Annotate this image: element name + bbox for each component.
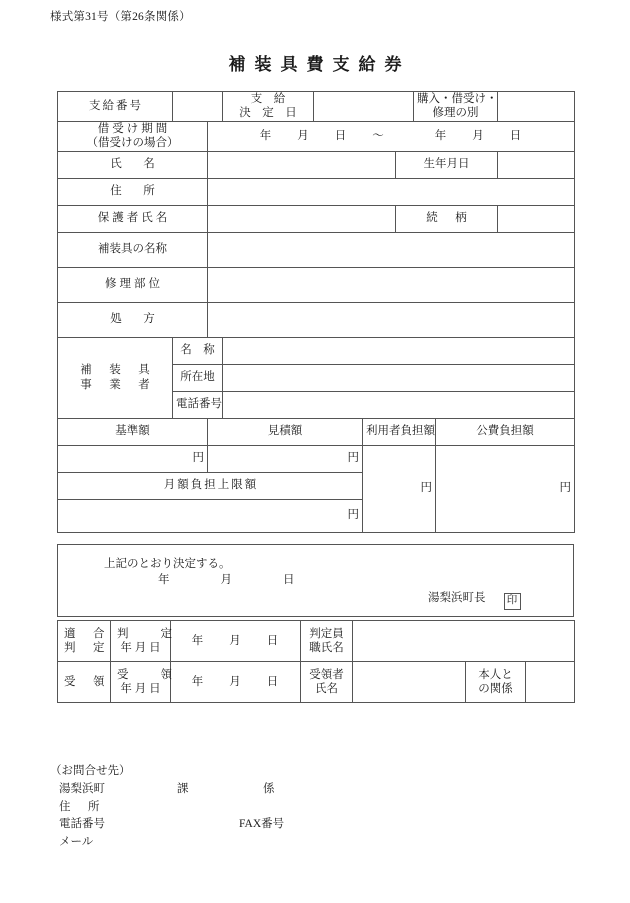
contact-heading: （お問合せ先）	[50, 765, 131, 777]
mayor-signature-line	[428, 589, 521, 610]
loan-period-field[interactable]: 年 月 日 ～ 年 月 日	[208, 121, 575, 151]
birthdate-field[interactable]	[498, 151, 575, 178]
loan-period-label-line1: 借受け期間	[97, 122, 171, 135]
loan-period-label	[58, 121, 208, 151]
vendor-phone-field[interactable]	[223, 391, 575, 418]
address-label: 住 所	[58, 178, 208, 205]
device-name-field[interactable]	[208, 232, 575, 267]
public-burden-label: 公費負担額	[436, 418, 575, 445]
table-row	[58, 232, 575, 267]
purchase-type-label	[414, 92, 498, 122]
main-form-table	[57, 91, 575, 533]
monthly-cap-field[interactable]: 円	[58, 499, 363, 532]
form-number: 様式第31号（第26条関係）	[50, 11, 191, 23]
receiver-name-label-line1: 受領者	[309, 668, 344, 681]
estimate-amount-field[interactable]: 円	[208, 445, 363, 472]
relation-to-person-label-line2: の関係	[478, 683, 513, 695]
table-row	[58, 205, 575, 232]
contact-town: 湯梨浜町	[59, 782, 105, 795]
guardian-name-field[interactable]	[208, 205, 396, 232]
contact-mail-label: メール	[59, 836, 94, 849]
contact-phone-line	[50, 816, 284, 834]
contact-section-label: 係	[263, 782, 275, 795]
public-burden-field[interactable]: 円	[436, 445, 575, 532]
receipt-date-label-line2: 年 月 日	[120, 683, 161, 695]
contact-division-label: 課	[177, 782, 189, 795]
fit-judgement-label	[58, 621, 111, 662]
repair-part-label: 修理部位	[58, 267, 208, 302]
receiver-name-label-line2: 氏名	[315, 683, 338, 695]
judgement-date-field[interactable]: 年 月 日	[171, 621, 301, 662]
table-row	[58, 337, 575, 364]
estimate-amount-label: 見積額	[208, 418, 363, 445]
table-row	[58, 418, 575, 445]
name-label: 氏 名	[58, 151, 208, 178]
judgement-date-label	[111, 621, 175, 662]
vendor-label	[58, 337, 173, 418]
seal-stamp-icon: 印	[504, 593, 521, 610]
table-row	[58, 662, 575, 703]
receipt-date-label-line1: 受 領	[117, 668, 175, 681]
contact-fax-label: FAX番号	[239, 818, 285, 831]
user-burden-label: 利用者負担額	[363, 418, 436, 445]
vendor-name-label: 名 称	[173, 337, 223, 364]
fit-judgement-label-line2: 判 定	[64, 642, 108, 654]
contact-phone-label: 電話番号	[59, 818, 105, 831]
vendor-phone-label: 電話番号	[173, 391, 223, 418]
vendor-name-field[interactable]	[223, 337, 575, 364]
decision-date-label-line2: 決 定 日	[239, 107, 297, 120]
judge-name-label-line1: 判定員	[309, 627, 344, 640]
decision-date-label	[223, 92, 314, 122]
receipt-label: 受 領	[58, 662, 111, 703]
contact-address-line	[50, 799, 284, 817]
judgement-date-label-line2: 年 月 日	[120, 642, 161, 654]
decision-statement-date[interactable]: 年 月 日	[158, 574, 296, 586]
address-field[interactable]	[208, 178, 575, 205]
purchase-type-label-line1: 購入・借受け・	[417, 93, 498, 105]
receiver-name-field[interactable]	[353, 662, 466, 703]
decision-date-field[interactable]	[314, 92, 414, 122]
standard-amount-label: 基準額	[58, 418, 208, 445]
guardian-name-label: 保護者氏名	[58, 205, 208, 232]
table-row	[58, 151, 575, 178]
decision-statement-block	[57, 544, 574, 617]
vendor-address-label: 所在地	[173, 364, 223, 391]
monthly-cap-label: 月額負担上限額	[58, 472, 363, 499]
prescription-label: 処 方	[58, 302, 208, 337]
judgement-date-label-line1: 判 定	[117, 627, 175, 640]
contact-footer	[50, 763, 284, 852]
vendor-address-field[interactable]	[223, 364, 575, 391]
relationship-label: 続 柄	[396, 205, 498, 232]
receiver-name-label	[301, 662, 353, 703]
table-row	[58, 445, 575, 472]
relation-to-person-label-line1: 本人と	[478, 668, 513, 681]
receipt-date-label	[111, 662, 175, 703]
payment-number-field[interactable]	[173, 92, 223, 122]
table-row	[58, 178, 575, 205]
contact-town-line	[50, 781, 284, 799]
repair-part-field[interactable]	[208, 267, 575, 302]
judgement-receipt-table	[57, 620, 575, 703]
judge-name-label-line2: 職氏名	[309, 642, 344, 654]
purchase-type-label-line2: 修理の別	[432, 107, 479, 120]
judge-name-label	[301, 621, 353, 662]
fit-judgement-label-line1: 適 合	[64, 627, 108, 640]
device-name-label: 補装具の名称	[58, 232, 208, 267]
decision-date-label-line1: 支 給	[250, 93, 286, 105]
purchase-type-field[interactable]	[498, 92, 575, 122]
table-row	[58, 621, 575, 662]
decision-statement-text: 上記のとおり決定する。	[104, 558, 231, 570]
relation-to-person-field[interactable]	[526, 662, 575, 703]
vendor-label-line2: 事 業 者	[80, 378, 153, 391]
judge-name-field[interactable]	[353, 621, 575, 662]
table-row	[58, 92, 575, 122]
prescription-field[interactable]	[208, 302, 575, 337]
payment-number-label: 支給番号	[58, 92, 173, 122]
table-row	[58, 121, 575, 151]
user-burden-field[interactable]: 円	[363, 445, 436, 532]
receipt-date-field[interactable]: 年 月 日	[171, 662, 301, 703]
vendor-label-line1: 補 装 具	[80, 364, 153, 377]
relationship-field[interactable]	[498, 205, 575, 232]
mayor-title: 湯梨浜町長	[428, 592, 486, 604]
table-row	[58, 267, 575, 302]
standard-amount-field[interactable]: 円	[58, 445, 208, 472]
birthdate-label: 生年月日	[396, 151, 498, 178]
contact-mail-line	[50, 834, 284, 852]
table-row	[58, 302, 575, 337]
contact-address-label: 住 所	[59, 800, 103, 813]
name-field[interactable]	[208, 151, 396, 178]
page-title: 補装具費支給券	[228, 55, 411, 74]
loan-period-label-line2: （借受けの場合）	[86, 137, 179, 150]
relation-to-person-label	[466, 662, 526, 703]
